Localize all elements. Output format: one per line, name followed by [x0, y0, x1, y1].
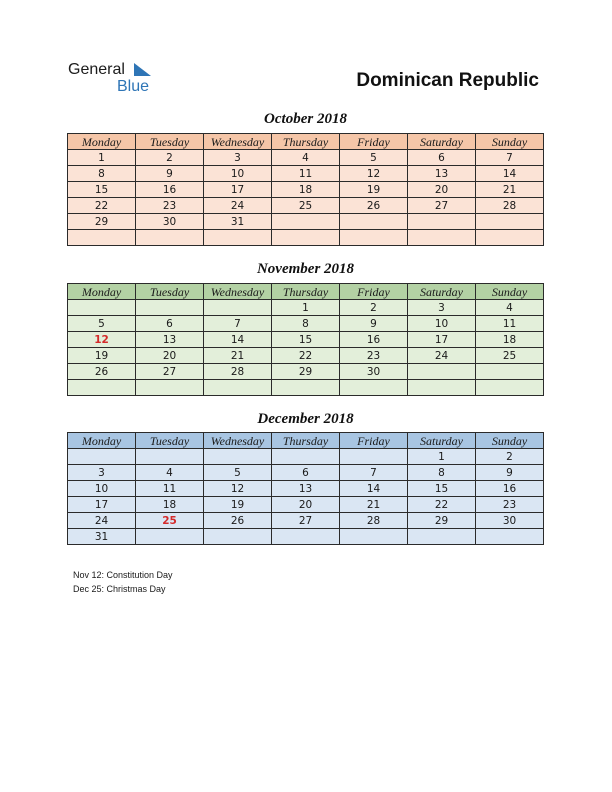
week-row [68, 230, 544, 246]
month-title-november: November 2018 [256, 261, 355, 277]
day-cell: 1 [272, 300, 340, 316]
day-cell: 31 [68, 529, 136, 545]
week-row [68, 364, 544, 380]
day-cell: 14 [340, 481, 408, 497]
day-cell: 15 [408, 481, 476, 497]
empty-day-cell [136, 230, 204, 246]
day-cell: 6 [408, 150, 476, 166]
day-cell: 9 [476, 465, 544, 481]
day-cell: 5 [68, 316, 136, 332]
day-cell: 16 [340, 332, 408, 348]
weekday-friday: Friday [340, 134, 408, 150]
day-cell: 17 [408, 332, 476, 348]
holiday-day-cell: 25 [136, 513, 204, 529]
weekday-saturday: Saturday [408, 433, 476, 449]
empty-day-cell [476, 214, 544, 230]
day-cell: 2 [476, 449, 544, 465]
day-cell: 8 [408, 465, 476, 481]
week-row [68, 513, 544, 529]
day-cell: 30 [136, 214, 204, 230]
day-cell: 27 [136, 364, 204, 380]
holiday-day-cell: 12 [68, 332, 136, 348]
day-cell: 24 [204, 198, 272, 214]
day-cell: 30 [340, 364, 408, 380]
day-cell: 7 [204, 316, 272, 332]
weekday-saturday: Saturday [408, 134, 476, 150]
empty-day-cell [204, 380, 272, 396]
day-cell: 13 [408, 166, 476, 182]
day-cell: 5 [204, 465, 272, 481]
day-cell: 27 [272, 513, 340, 529]
week-row [68, 214, 544, 230]
month-title-december: December 2018 [257, 411, 354, 427]
day-cell: 5 [340, 150, 408, 166]
calendar-october [67, 133, 544, 246]
day-cell: 2 [340, 300, 408, 316]
day-cell: 22 [272, 348, 340, 364]
empty-day-cell [68, 300, 136, 316]
weekday-sunday: Sunday [476, 134, 544, 150]
weekday-header-row [68, 284, 544, 300]
day-cell: 21 [204, 348, 272, 364]
day-cell: 14 [204, 332, 272, 348]
day-cell: 12 [340, 166, 408, 182]
weekday-thursday: Thursday [272, 134, 340, 150]
weekday-tuesday: Tuesday [136, 134, 204, 150]
day-cell: 19 [68, 348, 136, 364]
logo-text-blue: Blue [117, 78, 150, 95]
weekday-tuesday: Tuesday [136, 433, 204, 449]
logo-triangle-icon [134, 63, 152, 77]
day-cell: 13 [136, 332, 204, 348]
weekday-thursday: Thursday [272, 284, 340, 300]
day-cell: 3 [408, 300, 476, 316]
day-cell: 22 [68, 198, 136, 214]
week-row [68, 316, 544, 332]
day-cell: 4 [136, 465, 204, 481]
day-cell: 21 [340, 497, 408, 513]
day-cell: 31 [204, 214, 272, 230]
day-cell: 10 [408, 316, 476, 332]
day-cell: 26 [340, 198, 408, 214]
day-cell: 15 [272, 332, 340, 348]
empty-day-cell [272, 380, 340, 396]
day-cell: 28 [340, 513, 408, 529]
day-cell: 11 [272, 166, 340, 182]
day-cell: 28 [476, 198, 544, 214]
day-cell: 30 [476, 513, 544, 529]
country-title: Dominican Republic [356, 70, 539, 91]
week-row [68, 300, 544, 316]
weekday-wednesday: Wednesday [204, 433, 272, 449]
week-row [68, 332, 544, 348]
day-cell: 14 [476, 166, 544, 182]
empty-day-cell [408, 364, 476, 380]
empty-day-cell [204, 230, 272, 246]
empty-day-cell [204, 300, 272, 316]
calendar-december [67, 432, 544, 545]
empty-day-cell [204, 449, 272, 465]
day-cell: 27 [408, 198, 476, 214]
calendar-november [67, 283, 544, 396]
weekday-friday: Friday [340, 433, 408, 449]
day-cell: 15 [68, 182, 136, 198]
day-cell: 3 [204, 150, 272, 166]
weekday-wednesday: Wednesday [204, 134, 272, 150]
day-cell: 12 [204, 481, 272, 497]
week-row [68, 449, 544, 465]
day-cell: 28 [204, 364, 272, 380]
weekday-header-row [68, 134, 544, 150]
day-cell: 6 [136, 316, 204, 332]
day-cell: 26 [68, 364, 136, 380]
weekday-saturday: Saturday [408, 284, 476, 300]
general-blue-logo [68, 60, 168, 96]
week-row [68, 481, 544, 497]
day-cell: 6 [272, 465, 340, 481]
logo-text-general: General [68, 61, 125, 78]
empty-day-cell [340, 529, 408, 545]
empty-day-cell [476, 380, 544, 396]
day-cell: 7 [340, 465, 408, 481]
empty-day-cell [340, 449, 408, 465]
day-cell: 3 [68, 465, 136, 481]
empty-day-cell [476, 230, 544, 246]
empty-day-cell [272, 214, 340, 230]
day-cell: 19 [204, 497, 272, 513]
day-cell: 10 [68, 481, 136, 497]
day-cell: 21 [476, 182, 544, 198]
day-cell: 25 [476, 348, 544, 364]
empty-day-cell [408, 529, 476, 545]
week-row [68, 497, 544, 513]
empty-day-cell [136, 529, 204, 545]
day-cell: 23 [340, 348, 408, 364]
empty-day-cell [272, 230, 340, 246]
day-cell: 2 [136, 150, 204, 166]
day-cell: 10 [204, 166, 272, 182]
day-cell: 20 [136, 348, 204, 364]
day-cell: 9 [340, 316, 408, 332]
day-cell: 29 [272, 364, 340, 380]
weekday-wednesday: Wednesday [204, 284, 272, 300]
day-cell: 23 [476, 497, 544, 513]
day-cell: 19 [340, 182, 408, 198]
day-cell: 7 [476, 150, 544, 166]
weekday-monday: Monday [68, 284, 136, 300]
week-row [68, 529, 544, 545]
day-cell: 18 [136, 497, 204, 513]
empty-day-cell [340, 380, 408, 396]
week-row [68, 465, 544, 481]
day-cell: 4 [272, 150, 340, 166]
day-cell: 13 [272, 481, 340, 497]
weekday-sunday: Sunday [476, 433, 544, 449]
week-row [68, 198, 544, 214]
weekday-header-row [68, 433, 544, 449]
day-cell: 18 [272, 182, 340, 198]
day-cell: 20 [408, 182, 476, 198]
empty-day-cell [272, 449, 340, 465]
day-cell: 29 [68, 214, 136, 230]
empty-day-cell [408, 380, 476, 396]
day-cell: 17 [204, 182, 272, 198]
holiday-note: Dec 25: Christmas Day [73, 584, 166, 594]
holiday-note: Nov 12: Constitution Day [73, 570, 173, 580]
day-cell: 18 [476, 332, 544, 348]
day-cell: 16 [136, 182, 204, 198]
day-cell: 24 [408, 348, 476, 364]
day-cell: 17 [68, 497, 136, 513]
empty-day-cell [408, 214, 476, 230]
day-cell: 11 [476, 316, 544, 332]
weekday-monday: Monday [68, 433, 136, 449]
empty-day-cell [136, 380, 204, 396]
empty-day-cell [408, 230, 476, 246]
day-cell: 9 [136, 166, 204, 182]
day-cell: 11 [136, 481, 204, 497]
holiday-notes [73, 568, 173, 596]
day-cell: 23 [136, 198, 204, 214]
empty-day-cell [68, 230, 136, 246]
empty-day-cell [68, 380, 136, 396]
empty-day-cell [340, 230, 408, 246]
day-cell: 8 [272, 316, 340, 332]
day-cell: 8 [68, 166, 136, 182]
day-cell: 1 [68, 150, 136, 166]
weekday-sunday: Sunday [476, 284, 544, 300]
weekday-thursday: Thursday [272, 433, 340, 449]
day-cell: 20 [272, 497, 340, 513]
empty-day-cell [476, 529, 544, 545]
day-cell: 1 [408, 449, 476, 465]
empty-day-cell [68, 449, 136, 465]
week-row [68, 166, 544, 182]
empty-day-cell [476, 364, 544, 380]
weekday-friday: Friday [340, 284, 408, 300]
day-cell: 29 [408, 513, 476, 529]
empty-day-cell [136, 449, 204, 465]
weekday-monday: Monday [68, 134, 136, 150]
week-row [68, 150, 544, 166]
month-title-october: October 2018 [264, 111, 347, 127]
empty-day-cell [136, 300, 204, 316]
week-row [68, 348, 544, 364]
empty-day-cell [204, 529, 272, 545]
day-cell: 25 [272, 198, 340, 214]
day-cell: 22 [408, 497, 476, 513]
week-row [68, 182, 544, 198]
week-row [68, 380, 544, 396]
day-cell: 4 [476, 300, 544, 316]
day-cell: 24 [68, 513, 136, 529]
empty-day-cell [272, 529, 340, 545]
empty-day-cell [340, 214, 408, 230]
weekday-tuesday: Tuesday [136, 284, 204, 300]
day-cell: 16 [476, 481, 544, 497]
day-cell: 26 [204, 513, 272, 529]
